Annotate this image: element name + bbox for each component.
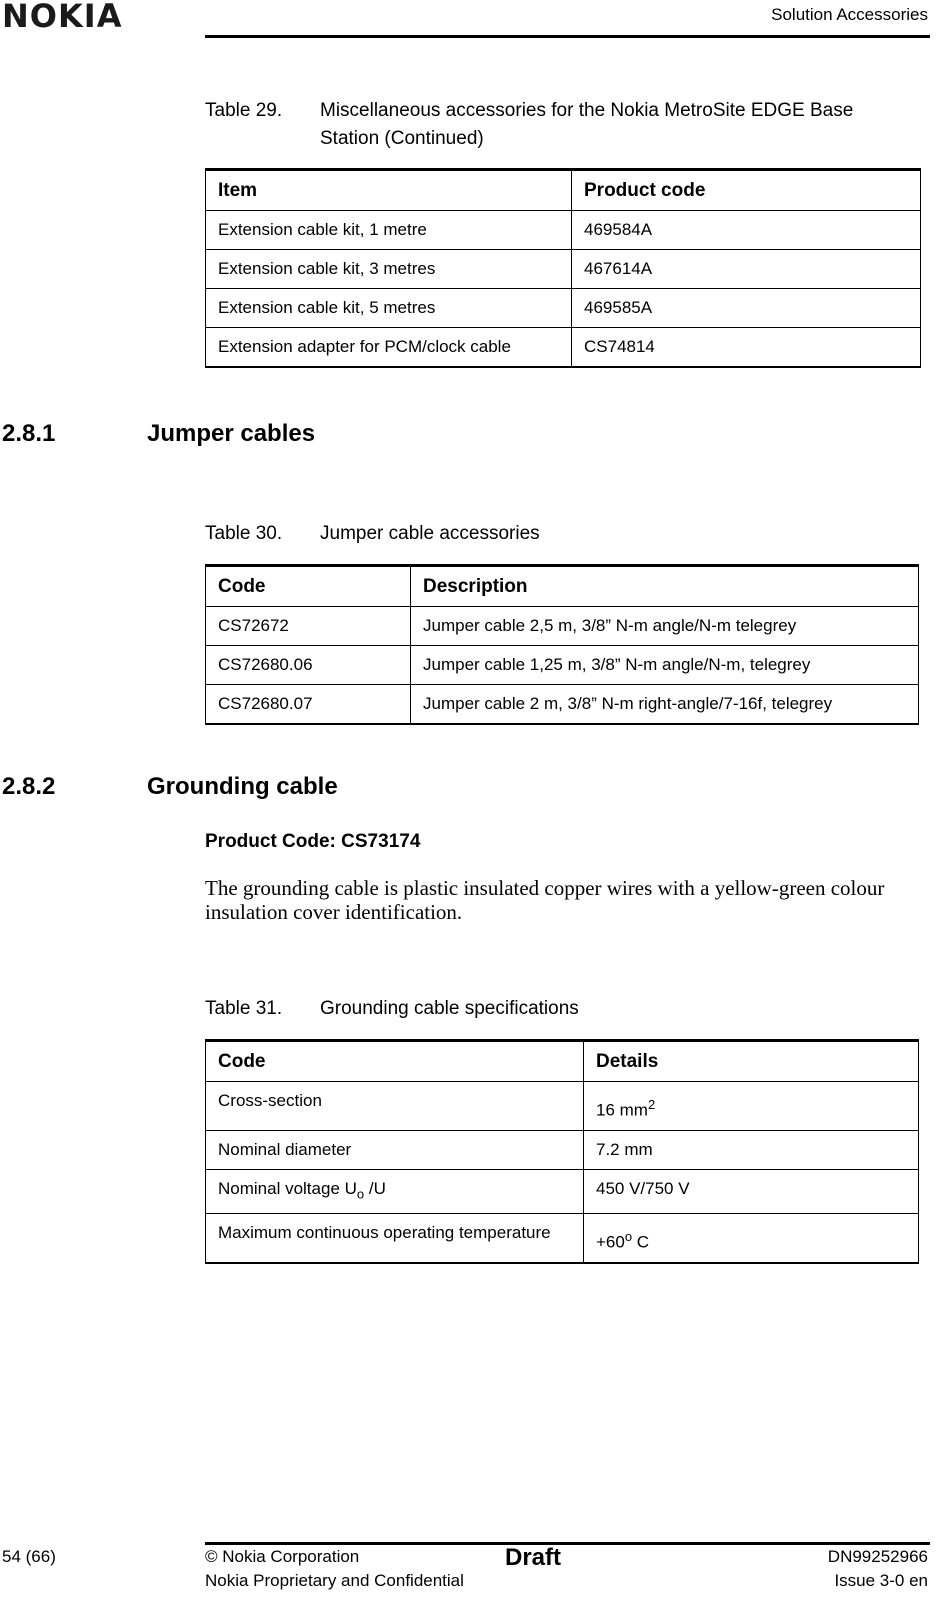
table-cell: Extension cable kit, 1 metre	[206, 211, 572, 250]
footer-proprietary: Nokia Proprietary and Confidential	[205, 1571, 464, 1590]
table-row	[206, 1130, 919, 1169]
table-cell: CS72672	[206, 607, 411, 646]
spec-label: Maximum continuous operating temperature	[218, 1223, 551, 1243]
table31-caption	[205, 995, 910, 1023]
table-cell	[584, 1130, 919, 1169]
spec-label: Nominal diameter	[218, 1139, 352, 1159]
spec-label: Cross-section	[218, 1091, 322, 1110]
table-cell: 467614A	[572, 250, 921, 289]
page-number: 54 (66)	[2, 1547, 56, 1566]
table31-number: Table 31.	[205, 998, 283, 1019]
section-title: Grounding cable	[147, 773, 338, 800]
spec-value: +60	[596, 1232, 625, 1252]
table-row	[206, 289, 921, 328]
table-cell	[584, 1214, 919, 1263]
subscript: o	[356, 1186, 365, 1202]
table-cell	[206, 1082, 584, 1131]
table-header-row	[206, 170, 921, 211]
table-cell	[206, 1130, 584, 1169]
column-header: Code	[206, 1041, 584, 1082]
table29-title: Miscellaneous accessories for the Nokia MetroSite EDGE Base Station (Continued)	[320, 100, 854, 149]
table-row	[206, 685, 919, 725]
table29	[205, 168, 921, 368]
column-header: Code	[206, 566, 411, 607]
table-header-row	[206, 566, 919, 607]
table-cell: CS74814	[572, 328, 921, 368]
column-header: Product code	[572, 170, 921, 211]
table-row	[206, 250, 921, 289]
spec-value: 450 V/750 V	[596, 1178, 690, 1198]
draft-label: Draft	[505, 1544, 562, 1571]
table30	[205, 564, 919, 725]
issue-number: Issue 3-0 en	[834, 1571, 928, 1590]
table-row	[206, 646, 919, 685]
table29-caption	[205, 97, 910, 153]
table-cell: Extension cable kit, 5 metres	[206, 289, 572, 328]
table-cell: 469585A	[572, 289, 921, 328]
table-row	[206, 1082, 919, 1131]
body-paragraph: The grounding cable is plastic insulated copper wires with a yellow-green colour insulation cover identification.	[205, 876, 885, 924]
nokia-logo: NOKIA	[2, 0, 123, 35]
table29-number: Table 29.	[205, 100, 283, 121]
column-header: Item	[206, 170, 572, 211]
table-cell: Jumper cable 2 m, 3/8” N-m right-angle/7-16f, telegrey	[411, 685, 919, 725]
table-row	[206, 328, 921, 368]
footer-copyright: © Nokia Corporation	[205, 1547, 360, 1566]
table30-number: Table 30.	[205, 523, 283, 544]
table-row	[206, 211, 921, 250]
header-divider	[205, 35, 930, 38]
spec-value-suffix: C	[632, 1232, 650, 1252]
table-cell: CS72680.06	[206, 646, 411, 685]
section-number: 2.8.1	[2, 420, 56, 447]
table-row	[206, 1169, 919, 1213]
table-row	[206, 1214, 919, 1263]
spec-value: 7.2 mm	[596, 1139, 653, 1159]
table-cell	[206, 1214, 584, 1263]
table-cell	[584, 1169, 919, 1213]
table31-title: Grounding cable specifications	[320, 998, 579, 1019]
column-header: Details	[584, 1041, 919, 1082]
spec-label: Nominal voltage U	[218, 1178, 357, 1198]
section-title: Jumper cables	[147, 420, 316, 447]
section-number: 2.8.2	[2, 773, 56, 800]
table-cell: Extension adapter for PCM/clock cable	[206, 328, 572, 368]
column-header: Description	[411, 566, 919, 607]
table-cell: Jumper cable 1,25 m, 3/8” N-m angle/N-m, telegrey	[411, 646, 919, 685]
table-row	[206, 607, 919, 646]
table-cell: Jumper cable 2,5 m, 3/8” N-m angle/N-m telegrey	[411, 607, 919, 646]
document-number: DN99252966	[827, 1547, 928, 1566]
table-cell: Extension cable kit, 3 metres	[206, 250, 572, 289]
table-header-row	[206, 1041, 919, 1082]
spec-value: 16 mm	[596, 1100, 648, 1120]
section-heading-2-8-2	[2, 772, 338, 802]
table-cell: 469584A	[572, 211, 921, 250]
table30-caption	[205, 520, 910, 548]
superscript: o	[624, 1229, 633, 1245]
header-title: Solution Accessories	[771, 5, 928, 24]
table31	[205, 1039, 919, 1264]
product-code-heading: Product Code: CS73174	[205, 831, 421, 852]
table-cell	[584, 1082, 919, 1131]
table30-title: Jumper cable accessories	[320, 523, 540, 544]
spec-label-suffix: /U	[364, 1178, 386, 1198]
table-cell	[206, 1169, 584, 1213]
section-heading-2-8-1	[2, 419, 315, 449]
superscript: 2	[647, 1097, 656, 1112]
table-cell: CS72680.07	[206, 685, 411, 725]
